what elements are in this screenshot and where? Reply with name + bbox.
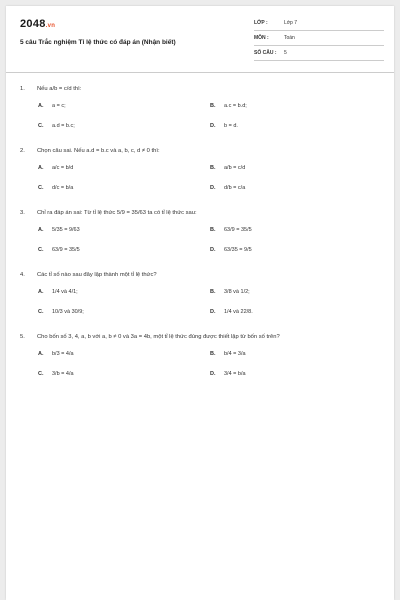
question-text: Nếu a/b = c/d thì: <box>37 86 82 92</box>
question-3 <box>20 206 380 256</box>
option-label: B. <box>210 165 216 171</box>
option-c[interactable] <box>38 182 210 194</box>
option-label: B. <box>210 351 216 357</box>
option-text: d/c = b/a <box>52 185 74 191</box>
option-text: 1/4 và 22/8. <box>224 309 253 315</box>
header-divider <box>6 72 394 73</box>
option-text: 63/9 = 35/5 <box>52 247 80 253</box>
option-text: 10/3 và 30/9; <box>52 309 84 315</box>
option-label: D. <box>210 371 216 377</box>
option-b[interactable] <box>210 100 382 112</box>
question-text: Chọn câu sai. Nếu a.d = b.c và a, b, c, d ≠ 0 thì: <box>37 148 160 154</box>
option-text: b = d. <box>224 123 238 129</box>
option-label: D. <box>210 309 216 315</box>
option-d[interactable] <box>210 120 382 132</box>
option-text: b/4 = 3/a <box>224 351 246 357</box>
option-label: C. <box>38 247 44 253</box>
question-text: Chỉ ra đáp án sai: Từ tỉ lệ thức 5/9 = 35/63 ta có tỉ lệ thức sau: <box>37 210 197 216</box>
option-grid <box>20 162 380 194</box>
option-label: C. <box>38 123 44 129</box>
question-text: Các tỉ số nào sau đây lập thành một tỉ lệ thức? <box>37 272 157 278</box>
option-text: 63/9 = 35/5 <box>224 227 252 233</box>
option-b[interactable] <box>210 224 382 236</box>
question-list <box>20 82 380 392</box>
option-a[interactable] <box>38 348 210 360</box>
option-c[interactable] <box>38 368 210 380</box>
option-label: C. <box>38 371 44 377</box>
meta-key: LỚP : <box>254 20 268 26</box>
option-label: B. <box>210 289 216 295</box>
option-label: C. <box>38 185 44 191</box>
option-label: D. <box>210 123 216 129</box>
option-a[interactable] <box>38 100 210 112</box>
question-stem <box>20 82 380 96</box>
question-stem <box>20 206 380 220</box>
option-label: A. <box>38 165 44 171</box>
option-label: B. <box>210 103 216 109</box>
option-a[interactable] <box>38 224 210 236</box>
option-text: a/c = b/d <box>52 165 74 171</box>
option-d[interactable] <box>210 306 382 318</box>
question-number: 1. <box>20 86 25 92</box>
question-5 <box>20 330 380 380</box>
question-number: 5. <box>20 334 25 340</box>
question-stem <box>20 268 380 282</box>
question-number: 3. <box>20 210 25 216</box>
option-text: 5/35 = 9/63 <box>52 227 80 233</box>
meta-key: MÔN : <box>254 35 269 41</box>
question-text: Cho bốn số 3, 4, a, b với a, b ≠ 0 và 3a = 4b, một tỉ lệ thức đúng được thiết lập từ bốn số trên? <box>37 334 280 340</box>
option-label: A. <box>38 227 44 233</box>
question-stem <box>20 144 380 158</box>
option-grid <box>20 224 380 256</box>
option-d[interactable] <box>210 182 382 194</box>
meta-value: 5 <box>284 50 287 56</box>
question-number: 4. <box>20 272 25 278</box>
option-b[interactable] <box>210 286 382 298</box>
question-1 <box>20 82 380 132</box>
option-grid <box>20 286 380 318</box>
option-c[interactable] <box>38 306 210 318</box>
option-label: D. <box>210 185 216 191</box>
option-text: 63/35 = 9/5 <box>224 247 252 253</box>
document-page <box>6 6 394 600</box>
option-b[interactable] <box>210 162 382 174</box>
question-number: 2. <box>20 148 25 154</box>
option-label: C. <box>38 309 44 315</box>
option-label: B. <box>210 227 216 233</box>
site-logo[interactable] <box>20 18 55 30</box>
option-text: a = c; <box>52 103 66 109</box>
option-label: D. <box>210 247 216 253</box>
option-text: d/b = c/a <box>224 185 246 191</box>
option-text: a/b = c/d <box>224 165 246 171</box>
option-text: 3/8 và 1/2; <box>224 289 250 295</box>
option-text: a.d = b.c; <box>52 123 75 129</box>
question-2 <box>20 144 380 194</box>
option-b[interactable] <box>210 348 382 360</box>
option-a[interactable] <box>38 162 210 174</box>
meta-row-count <box>254 46 384 61</box>
logo-text: 2048 <box>20 18 46 30</box>
meta-key: SỐ CÂU : <box>254 50 277 56</box>
question-stem <box>20 330 380 344</box>
option-text: 3/b = 4/a <box>52 371 74 377</box>
option-d[interactable] <box>210 244 382 256</box>
question-4 <box>20 268 380 318</box>
option-label: A. <box>38 103 44 109</box>
meta-row-subject <box>254 31 384 46</box>
meta-value: Toán <box>284 35 295 41</box>
meta-info <box>254 16 384 61</box>
logo-suffix: .vn <box>45 23 56 29</box>
option-d[interactable] <box>210 368 382 380</box>
option-text: 1/4 và 4/1; <box>52 289 78 295</box>
document-title: 5 câu Trắc nghiệm Tỉ lệ thức có đáp án (Nhận biết) <box>20 39 176 46</box>
option-c[interactable] <box>38 120 210 132</box>
option-text: b/3 = 4/a <box>52 351 74 357</box>
option-label: A. <box>38 351 44 357</box>
meta-row-class <box>254 16 384 31</box>
option-text: 3/4 = b/a <box>224 371 246 377</box>
option-text: a.c = b.d; <box>224 103 247 109</box>
option-label: A. <box>38 289 44 295</box>
document-header <box>6 6 394 68</box>
option-a[interactable] <box>38 286 210 298</box>
meta-value: Lớp 7 <box>284 20 298 26</box>
option-grid <box>20 348 380 380</box>
option-grid <box>20 100 380 132</box>
option-c[interactable] <box>38 244 210 256</box>
